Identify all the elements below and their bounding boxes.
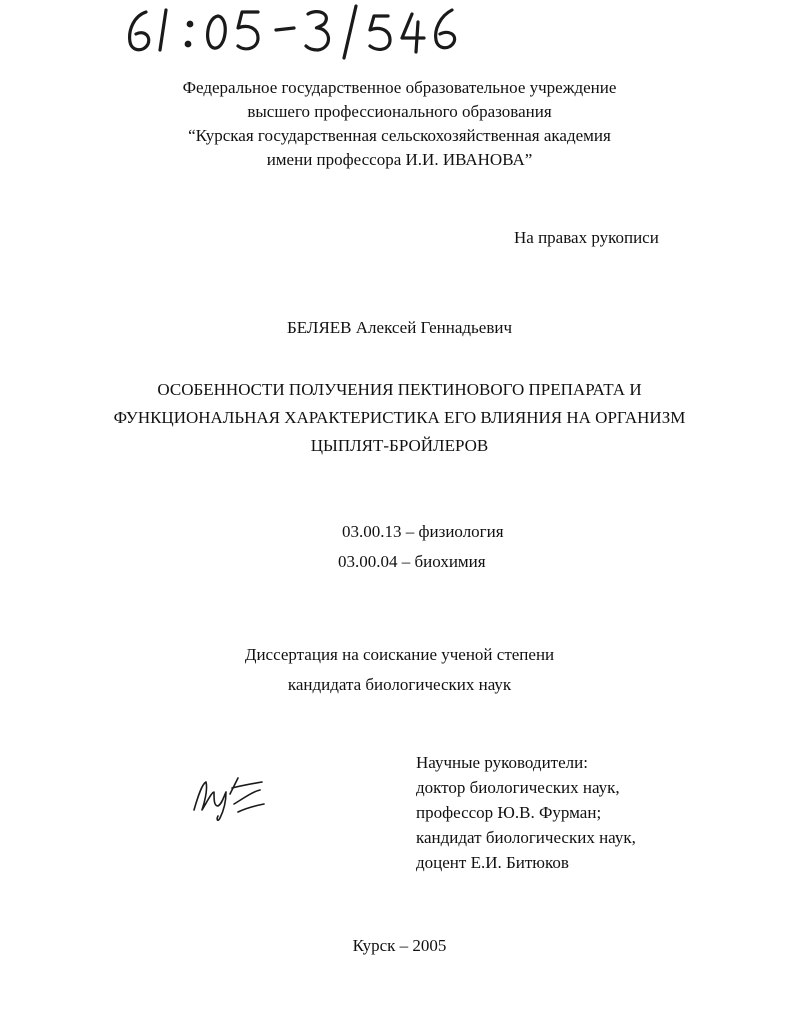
rights-note: На правах рукописи bbox=[514, 228, 659, 247]
degree-line: кандидата биологических наук bbox=[287, 675, 512, 694]
dissertation-title bbox=[0, 376, 799, 460]
degree-line: Диссертация на соискание ученой степени bbox=[244, 645, 555, 664]
degree-statement bbox=[0, 640, 799, 700]
supervisor-line: доцент Е.И. Битюков bbox=[416, 853, 569, 872]
handwritten-signature bbox=[188, 770, 270, 824]
place-and-year: Курск – 2005 bbox=[352, 936, 447, 955]
institution-line: “Курская государственная сельскохозяйственная академия bbox=[188, 126, 611, 145]
institution-line: имени профессора И.И. ИВАНОВА” bbox=[266, 150, 533, 169]
call-number-handwriting bbox=[118, 2, 478, 60]
title-line: ОСОБЕННОСТИ ПОЛУЧЕНИЯ ПЕКТИНОВОГО ПРЕПАРАТА И bbox=[157, 380, 642, 399]
handwritten-call-number bbox=[118, 2, 478, 60]
institution-block bbox=[0, 76, 799, 172]
supervisor-line: профессор Ю.В. Фурман; bbox=[416, 803, 602, 822]
title-line: ЦЫПЛЯТ-БРОЙЛЕРОВ bbox=[310, 436, 489, 455]
signature-scribble bbox=[188, 770, 270, 824]
supervisor-line: доктор биологических наук, bbox=[416, 778, 620, 797]
institution-line: Федеральное государственное образовательное учреждение bbox=[182, 78, 617, 97]
title-line: ФУНКЦИОНАЛЬНАЯ ХАРАКТЕРИСТИКА ЕГО ВЛИЯНИЯ НА ОРГАНИЗМ bbox=[113, 408, 686, 427]
supervisor-line: Научные руководители: bbox=[416, 753, 588, 772]
author-name: БЕЛЯЕВ Алексей Геннадьевич bbox=[287, 318, 512, 337]
supervisors-block bbox=[416, 750, 636, 875]
specialty-code: 03.00.13 – физиология bbox=[342, 522, 504, 541]
specialty-code: 03.00.04 – биохимия bbox=[338, 552, 486, 571]
supervisor-line: кандидат биологических наук, bbox=[416, 828, 636, 847]
institution-line: высшего профессионального образования bbox=[247, 102, 552, 121]
